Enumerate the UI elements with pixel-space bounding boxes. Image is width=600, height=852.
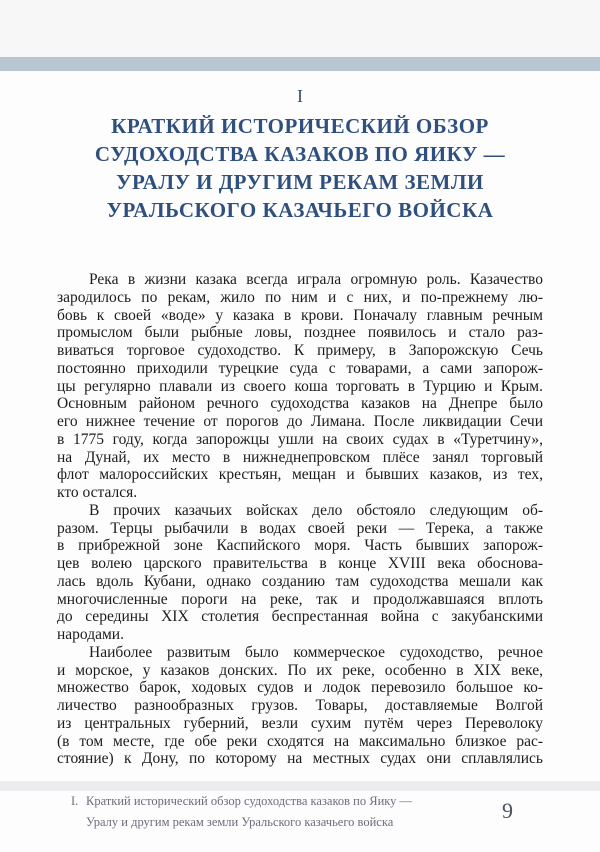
body-line: личество разнообразных грузов. Товары, доставляемые Волгой <box>57 697 543 714</box>
chapter-number: I <box>297 86 303 106</box>
body-line: Основным районом речного судоходства казаков на Днепре было <box>57 395 543 413</box>
body-line: Река в жизни казака всегда играла огромную роль. Казачество <box>89 271 543 288</box>
body-line: в 1775 году, когда запорожцы ушли на своих судах в «Туретчину», <box>57 430 543 448</box>
chapter-title-line: УРАЛЬСКОГО КАЗАЧЬЕГО ВОЙСКА <box>106 198 494 222</box>
body-line: лась вдоль Кубани, однако созданию там судоходства мешали как <box>57 572 543 590</box>
chapter-title <box>0 112 600 224</box>
body-line: его нижнее течение от порогов до Лимана. После ликвидации Сечи <box>57 413 543 430</box>
page-number: 9 <box>502 798 513 823</box>
chapter-title-line: СУДОХОДСТВА КАЗАКОВ ПО ЯИКУ — <box>94 142 506 166</box>
body-line: цев волею царского правительства в конце XVIII века обоснова- <box>57 555 543 572</box>
body-line: Наиболее развитым было коммерческое судоходство, речное <box>89 643 543 661</box>
body-line: на Дунай, их место в нижнеднепровском плёсе занял торговый <box>57 448 543 466</box>
body-text <box>57 271 543 768</box>
body-line: промыслом были рыбные ловы, позднее появилось и стало раз- <box>57 324 543 342</box>
header-accent-bar <box>0 57 600 71</box>
footer-running-title <box>71 791 412 833</box>
body-line: В прочих казачьих войсках дело обстояло следующим об- <box>89 501 543 519</box>
body-line: народами. <box>57 626 124 643</box>
body-line: бовь к своей «воде» у казака в крови. Поначалу главным речным <box>57 306 543 324</box>
footer-running-title-line2: Уралу и другим рекам земли Уральского казачьего войска <box>86 815 394 829</box>
body-line: стояние) к Дону, по которому на местных судах они сплавлялись <box>57 750 543 768</box>
body-line: множество барок, ходовых судов и лодок перевозило большое ко- <box>57 679 543 697</box>
body-paragraph <box>57 271 543 502</box>
chapter-title-line: КРАТКИЙ ИСТОРИЧЕСКИЙ ОБЗОР <box>111 114 489 138</box>
body-line: цы регулярно плавали из своего коша торговать в Турцию и Крым. <box>57 377 543 395</box>
body-paragraph <box>57 502 543 644</box>
body-line: и морское, у казаков донских. По их реке, особенно в XIX веке, <box>57 661 543 679</box>
chapter-heading <box>0 84 600 224</box>
body-line: из центральных губерний, везли сухим путём через Переволоку <box>57 714 543 732</box>
body-line: зародилось по рекам, жило по ним и с них, и по-прежнему лю- <box>57 288 543 306</box>
footer-divider <box>0 781 600 791</box>
chapter-title-line: УРАЛУ И ДРУГИМ РЕКАМ ЗЕМЛИ <box>116 170 484 194</box>
footer-running-title-lines <box>86 791 412 833</box>
body-line: виваться торговое судоходство. К примеру, в Запорожскую Сечь <box>57 342 543 359</box>
body-line: разом. Терцы рыбачили в водах своей реки — Терека, а также <box>57 519 543 537</box>
footer-running-title-line1: Краткий исторический обзор судоходства казаков по Яику — <box>86 794 413 808</box>
body-paragraph <box>57 644 543 768</box>
body-line: многочисленные пороги на реке, так и продолжавшаяся вплоть <box>57 590 543 608</box>
body-line: в прибрежной зоне Каспийского моря. Часть бывших запорож- <box>57 537 543 555</box>
body-line: постоянно приходили турецкие суда с товарами, а сами запорож- <box>57 359 543 377</box>
body-line: до середины XIX столетия беспрестанная война с закубанскими <box>57 608 543 626</box>
footer-chapter-marker: I. <box>71 794 79 808</box>
top-margin-area <box>0 0 600 57</box>
body-line: флот малороссийских крестьян, мещан и бывших казаков, из тех, <box>57 466 543 484</box>
body-line: кто остался. <box>57 484 138 501</box>
body-line: (в том месте, где обе реки сходятся на максимально близкое рас- <box>57 732 543 750</box>
